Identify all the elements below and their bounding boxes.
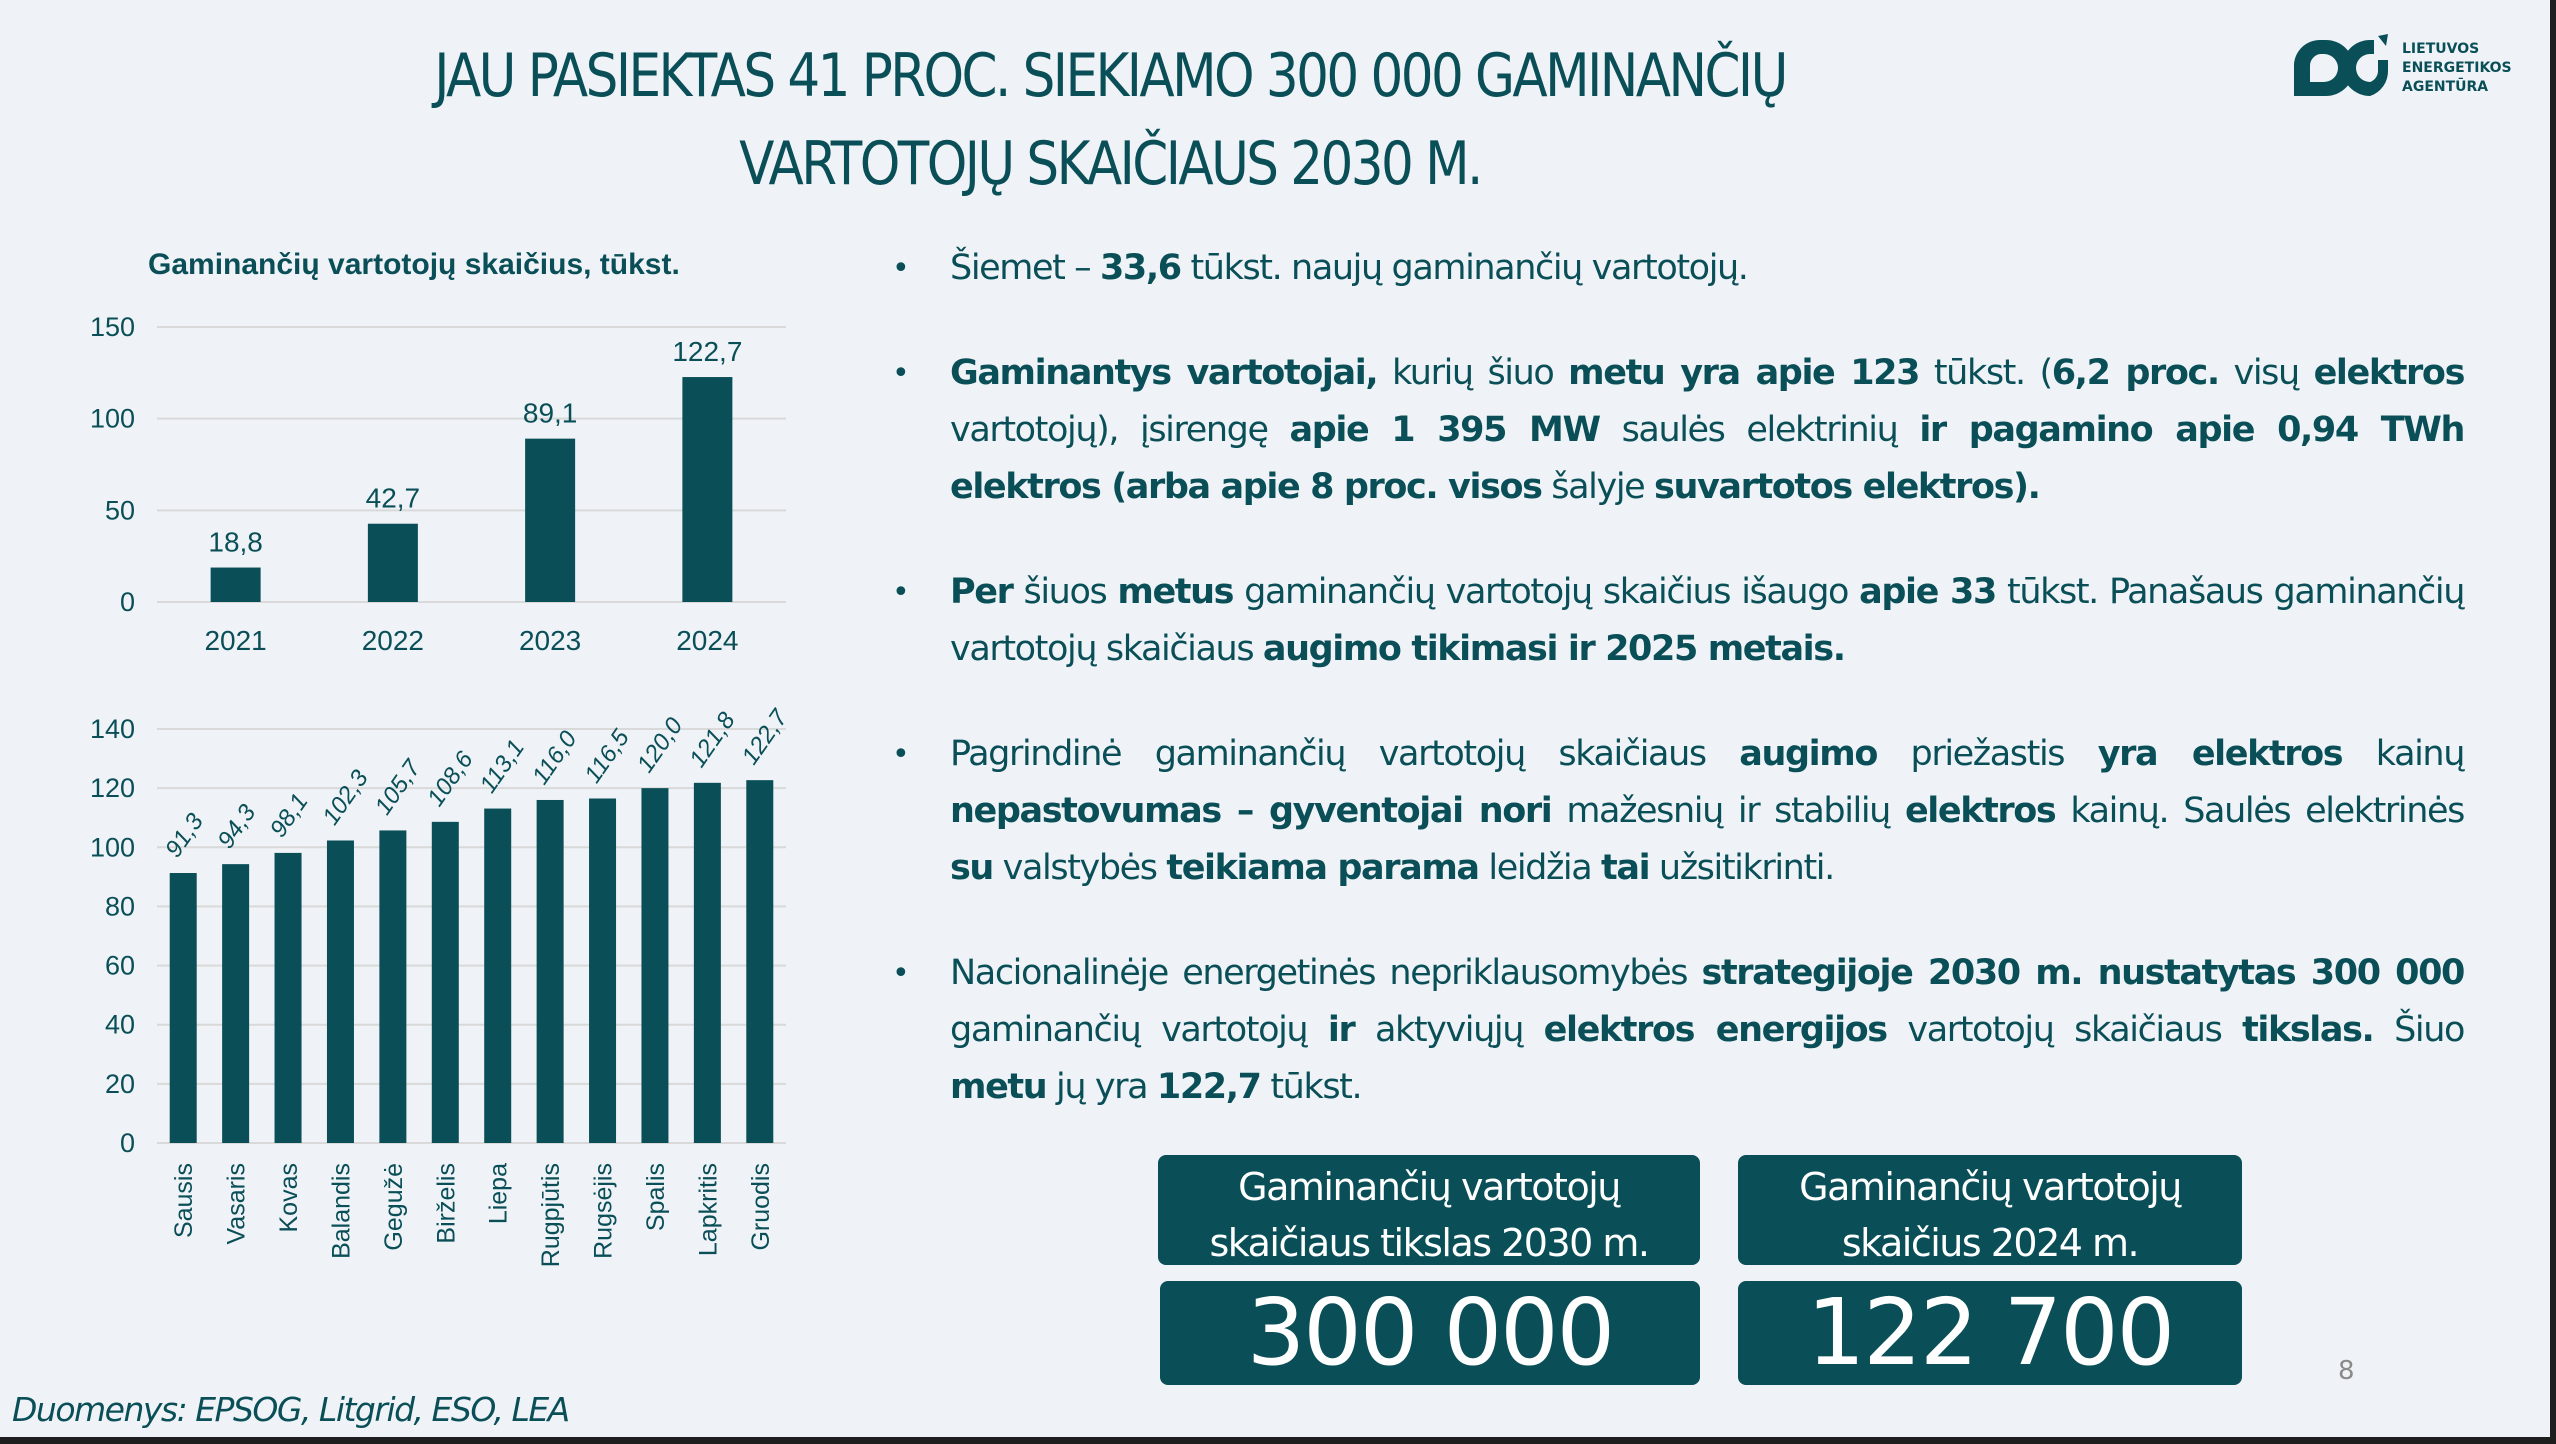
data-label: 18,8 bbox=[208, 526, 263, 558]
bar bbox=[589, 798, 616, 1143]
bullet-text-segment: Gaminantys vartotojai, bbox=[950, 353, 1378, 393]
data-label: 113,1 bbox=[474, 734, 531, 798]
x-tick-label: Liepa bbox=[484, 1163, 513, 1225]
y-tick-label: 80 bbox=[104, 891, 135, 922]
bullet-text-segment: metu yra apie 123 bbox=[1568, 353, 1920, 393]
logo-line-3: AGENTŪRA bbox=[2402, 78, 2489, 95]
bullet-text-segment: tūkst. bbox=[1260, 1067, 1362, 1107]
bar bbox=[537, 800, 564, 1143]
bullet-text-segment: kainų bbox=[2342, 734, 2464, 774]
data-source: Duomenys: EPSOG, Litgrid, ESO, LEA bbox=[12, 1390, 569, 1429]
bullet-text-segment: Šiuo bbox=[2373, 1010, 2465, 1050]
bullet-text-segment: metu bbox=[950, 1067, 1047, 1107]
bullet-text-segment: Pagrindinė gaminančių vartotojų skaičiaus bbox=[950, 734, 1740, 774]
bullet-text-segment: priežastis bbox=[1876, 734, 2098, 774]
bullet-text-segment: tikslas. bbox=[2242, 1010, 2374, 1050]
bar bbox=[432, 822, 459, 1143]
bullet-text-segment: šalyje bbox=[1541, 467, 1655, 507]
x-tick-label: Gruodis bbox=[746, 1163, 775, 1251]
bar bbox=[275, 853, 302, 1143]
logo-line-1: LIETUVOS bbox=[2402, 40, 2480, 57]
data-label: 42,7 bbox=[365, 482, 421, 514]
x-tick-label: Rugsėjis bbox=[589, 1163, 618, 1259]
bullet-text-segment: kurių šiuo bbox=[1377, 353, 1569, 393]
bullet-item bbox=[880, 945, 2464, 1116]
bullet-item bbox=[880, 726, 2464, 897]
bullet-text-segment: Šiemet – bbox=[950, 248, 1100, 288]
bullet-text-segment: šiuos bbox=[1012, 572, 1118, 612]
bar bbox=[641, 788, 668, 1143]
x-tick-label: Birželis bbox=[432, 1163, 461, 1244]
logo bbox=[2290, 34, 2512, 102]
bar bbox=[327, 840, 354, 1143]
bar bbox=[211, 568, 261, 602]
x-tick-label: Balandis bbox=[327, 1163, 356, 1259]
title-line-1: JAU PASIEKTAS 41 PROC. SIEKIAMO 300 000 GAMINANČIŲ bbox=[434, 41, 1786, 111]
data-label: 102,3 bbox=[317, 765, 374, 830]
bullet-dot: • bbox=[892, 356, 909, 391]
logo-text bbox=[2402, 40, 2512, 97]
bar bbox=[694, 783, 721, 1143]
monthly-bar-chart bbox=[0, 680, 820, 1300]
bullet-text-segment: ir bbox=[1327, 1010, 1355, 1050]
y-tick-label: 150 bbox=[89, 312, 135, 342]
bullet-item bbox=[880, 564, 2464, 678]
x-tick-label: Gegužė bbox=[379, 1163, 408, 1251]
bullet-text-segment: nepastovumas – gyventojai nori bbox=[950, 791, 1552, 831]
bullet-dot: • bbox=[892, 251, 909, 286]
x-tick-label: 2023 bbox=[518, 625, 582, 656]
bullet-text-segment: mažesnių ir stabilių bbox=[1551, 791, 1905, 831]
bullet-text-segment: aktyviųjų bbox=[1354, 1010, 1544, 1050]
data-label: 105,7 bbox=[369, 755, 427, 820]
x-tick-label: 2022 bbox=[361, 625, 425, 656]
bullet-text-segment: elektros bbox=[2313, 353, 2464, 393]
lea-logo-icon bbox=[2290, 34, 2390, 102]
kpi-current-label bbox=[1738, 1155, 2242, 1265]
data-label: 91,3 bbox=[160, 808, 209, 863]
yearly-bar-chart bbox=[0, 300, 820, 670]
y-tick-label: 100 bbox=[89, 832, 135, 863]
bar bbox=[525, 439, 575, 602]
bullet-text-segment: tūkst. naujų gaminančių vartotojų. bbox=[1180, 248, 1748, 288]
bullet-dot: • bbox=[892, 737, 909, 772]
bar bbox=[379, 830, 406, 1143]
bullet-text-segment: jų yra bbox=[1046, 1067, 1157, 1107]
kpi-target-label-line-1: Gaminančių vartotojų bbox=[1238, 1165, 1620, 1209]
data-label: 89,1 bbox=[522, 397, 578, 429]
x-tick-label: Rugpjūtis bbox=[537, 1163, 566, 1268]
kpi-target-value: 300 000 bbox=[1160, 1281, 1700, 1385]
page-number: 8 bbox=[2338, 1356, 2355, 1386]
bullet-text-segment: 33,6 bbox=[1099, 248, 1181, 288]
bullet-text-segment: leidžia bbox=[1478, 848, 1602, 888]
data-label: 122,7 bbox=[672, 336, 743, 368]
bullet-text-segment: elektros energijos bbox=[1543, 1010, 1887, 1050]
bullet-text-segment: elektros bbox=[1904, 791, 2056, 831]
bullet-text-segment: Nacionalinėje energetinės nepriklausomybės bbox=[950, 953, 1702, 993]
y-tick-label: 0 bbox=[119, 587, 135, 617]
data-label: 116,5 bbox=[579, 724, 635, 788]
bullet-text-segment: tūkst. ( bbox=[1919, 353, 2052, 393]
kpi-current-label-line-2: skaičius 2024 m. bbox=[1841, 1221, 2139, 1265]
kpi-target-label bbox=[1158, 1155, 1700, 1265]
bullet-text-segment: užsitikrinti. bbox=[1649, 848, 1834, 888]
bar bbox=[368, 524, 418, 602]
bullet-text-segment: tūkst. Panašaus gaminančių vartotojų skaičiaus bbox=[950, 572, 2465, 669]
x-tick-label: Lapkritis bbox=[694, 1163, 723, 1257]
data-label: 120,0 bbox=[631, 712, 689, 778]
logo-line-2: ENERGETIKOS bbox=[2402, 59, 2512, 76]
bullet-text-segment: apie 1 395 MW bbox=[1289, 410, 1600, 450]
bar bbox=[484, 809, 511, 1143]
x-tick-label: 2024 bbox=[676, 625, 739, 656]
chart-title: Gaminančių vartotojų skaičius, tūkst. bbox=[148, 248, 680, 281]
bullet-text-segment: gaminančių vartotojų bbox=[950, 1010, 1328, 1050]
bullet-text-segment: augimo bbox=[1739, 734, 1877, 774]
bullet-text-segment: gaminančių vartotojų skaičius išaugo bbox=[1233, 572, 1860, 612]
bullet-text-segment: ir pagamino apie 0,94 TWh elektros (arba apie 8 proc. visos bbox=[950, 410, 2464, 507]
bar bbox=[222, 864, 249, 1143]
data-label: 108,6 bbox=[422, 746, 479, 812]
y-tick-label: 140 bbox=[89, 714, 135, 744]
x-tick-label: Kovas bbox=[275, 1163, 304, 1233]
y-tick-label: 50 bbox=[104, 495, 135, 526]
bullet-text-segment: apie 33 bbox=[1859, 572, 1996, 612]
title-line-2: VARTOTOJŲ SKAIČIAUS 2030 M. bbox=[739, 129, 1481, 199]
x-tick-label: Vasaris bbox=[222, 1163, 251, 1245]
bullet-list bbox=[880, 240, 2464, 1116]
bullet-dot: • bbox=[892, 575, 909, 610]
bullet-text-segment: suvartotos elektros). bbox=[1654, 467, 2040, 507]
bar bbox=[170, 873, 197, 1143]
bar bbox=[746, 780, 773, 1143]
bullet-text-segment: vartotojų), įsirengę bbox=[950, 410, 1290, 450]
bullet-text-segment: Per bbox=[950, 572, 1013, 612]
bullet-dot: • bbox=[892, 956, 909, 991]
y-tick-label: 120 bbox=[89, 773, 135, 804]
bullet-text-segment: visų bbox=[2218, 353, 2314, 393]
x-tick-label: Sausis bbox=[170, 1163, 199, 1239]
x-tick-label: Spalis bbox=[641, 1163, 670, 1232]
bullet-text-segment: kainų. Saulės elektrinės bbox=[2055, 791, 2464, 831]
data-label: 98,1 bbox=[264, 788, 314, 843]
bullet-item bbox=[880, 345, 2464, 516]
page-title bbox=[327, 32, 1892, 208]
data-label: 116,0 bbox=[526, 726, 583, 790]
y-tick-label: 20 bbox=[104, 1068, 135, 1099]
y-tick-label: 40 bbox=[104, 1009, 135, 1040]
kpi-current-value: 122 700 bbox=[1738, 1281, 2242, 1385]
kpi-target-label-line-2: skaičiaus tikslas 2030 m. bbox=[1209, 1221, 1649, 1265]
bar bbox=[682, 377, 732, 602]
y-tick-label: 100 bbox=[89, 403, 135, 434]
y-tick-label: 0 bbox=[119, 1128, 135, 1158]
y-tick-label: 60 bbox=[104, 950, 135, 981]
x-tick-label: 2021 bbox=[204, 625, 267, 656]
bullet-text-segment: yra elektros bbox=[2097, 734, 2343, 774]
bullet-text-segment: saulės elektrinių bbox=[1599, 410, 1920, 450]
kpi-current-label-line-1: Gaminančių vartotojų bbox=[1799, 1165, 2181, 1209]
bullet-text-segment: teikiama parama bbox=[1166, 848, 1479, 888]
bullet-text-segment: strategijoje 2030 m. nustatytas 300 000 bbox=[1701, 953, 2464, 993]
bullet-text-segment: vartotojų skaičiaus bbox=[1886, 1010, 2243, 1050]
bullet-text-segment: 122,7 bbox=[1156, 1067, 1261, 1107]
bullet-text-segment: 6,2 proc. bbox=[2051, 353, 2219, 393]
bullet-text-segment: tai bbox=[1601, 848, 1650, 888]
bullet-item bbox=[880, 240, 2464, 297]
data-label: 122,7 bbox=[736, 704, 794, 770]
data-label: 94,3 bbox=[212, 799, 262, 854]
bullet-text-segment: valstybės bbox=[992, 848, 1167, 888]
bullet-text-segment: augimo tikimasi ir 2025 metais. bbox=[1262, 629, 1845, 669]
data-label: 121,8 bbox=[684, 707, 741, 773]
bullet-text-segment: su bbox=[950, 848, 993, 888]
bullet-text-segment: metus bbox=[1117, 572, 1234, 612]
